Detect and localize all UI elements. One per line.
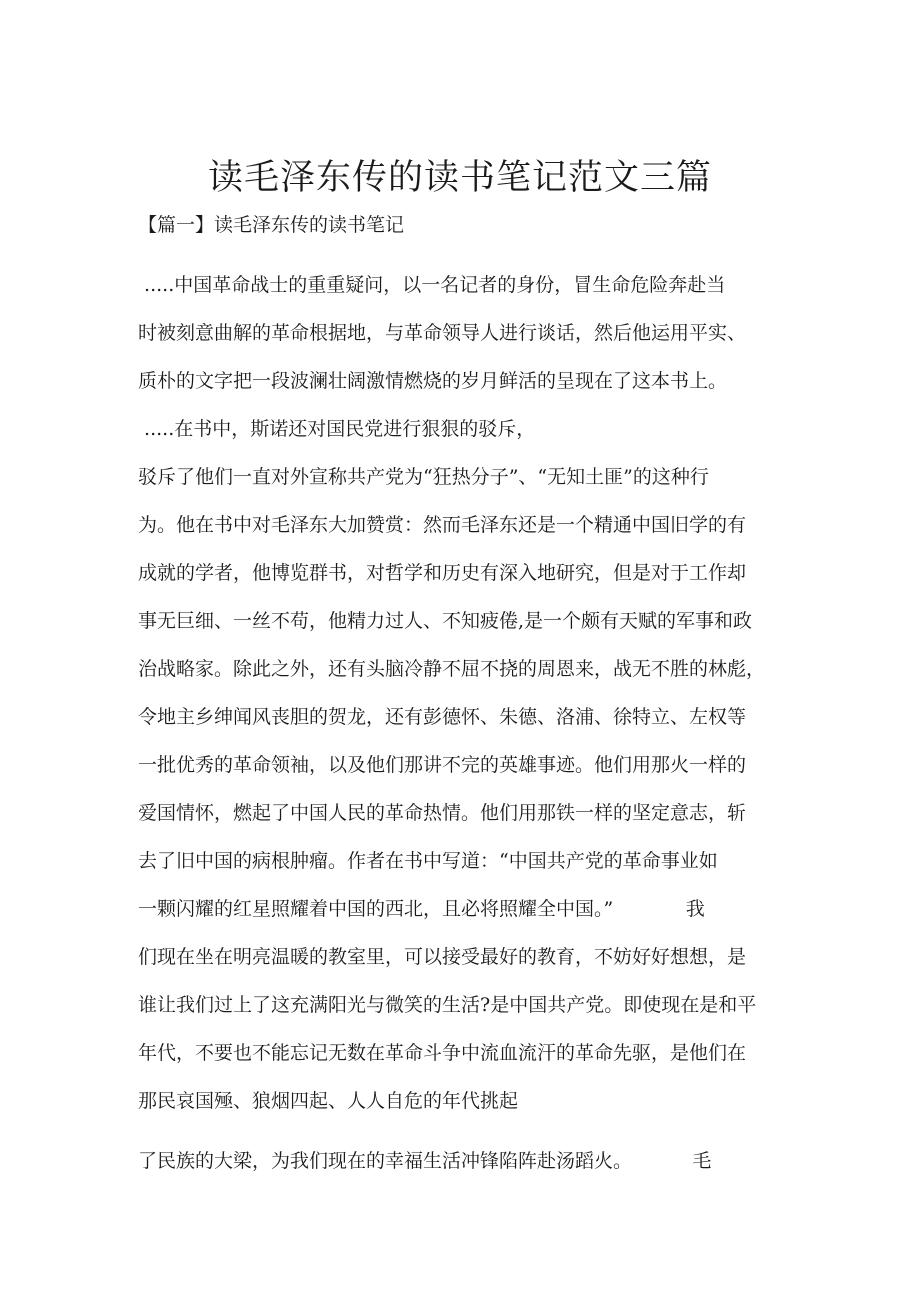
body-line-17: 年代，不要也不能忘记无数在革命斗争中流血流汗的革命先驱，是他们在 [138,1042,747,1064]
body-line-13: 去了旧中国的病根肿瘤。作者在书中写道：“中国共产党的革命事业如 [138,850,718,872]
body-line-6: 为。他在书中对毛泽东大加赞赏：然而毛泽东还是一个精通中国旧学的有 [138,514,747,536]
body-line-9: 治战略家。除此之外，还有头脑冷静不屈不挠的周恩来，战无不胜的林彪， [138,658,766,680]
body-line-2: 时被刻意曲解的革命根据地，与革命领导人进行谈话，然后他运用平实、 [138,322,747,344]
body-line-16: 谁让我们过上了这充满阳光与微笑的生活?是中国共产党。即使现在是和平 [138,994,757,1016]
body-line-11: 一批优秀的革命领袖，以及他们那讲不完的英雄事迹。他们用那火一样的 [138,754,747,776]
body-line-10: 令地主乡绅闻风丧胆的贺龙，还有彭德怀、朱德、洛浦、徐特立、左权等 [138,706,747,728]
document-title: 读毛泽东传的读书笔记范文三篇 [207,158,712,198]
body-line-4: .....在书中，斯诺还对国民党进行狠狠的驳斥， [138,418,536,440]
body-line-18: 那民哀国殛、狼烟四起、人人自危的年代挑起 [138,1090,519,1112]
body-line-8: 事无巨细、一丝不苟，他精力过人、不知疲倦,是一个颇有天赋的军事和政 [138,610,753,632]
body-line-1: .....中国革命战士的重重疑问，以一名记者的身份，冒生命危险奔赴当 [138,274,726,296]
body-line-15: 们现在坐在明亮温暖的教室里，可以接受最好的教育，不妨好好想想，是 [138,946,747,968]
body-line-19: 了民族的大梁，为我们现在的幸福生活冲锋陷阵赴汤蹈火。 毛 [138,1150,712,1172]
section-heading: 【篇一】读毛泽东传的读书笔记 [138,214,405,236]
body-line-5: 驳斥了他们一直对外宣称共产党为“狂热分子”、“无知土匪”的这种行 [138,466,709,488]
body-line-14: 一颗闪耀的红星照耀着中国的西北，且必将照耀全中国。” 我 [138,898,705,920]
body-line-12: 爱国情怀，燃起了中国人民的革命热情。他们用那铁一样的坚定意志，斩 [138,802,747,824]
body-line-7: 成就的学者，他博览群书，对哲学和历史有深入地研究，但是对于工作却 [138,562,747,584]
body-line-3: 质朴的文字把一段波澜壮阔激情燃烧的岁月鲜活的呈现在了这本书上。 [138,370,728,392]
